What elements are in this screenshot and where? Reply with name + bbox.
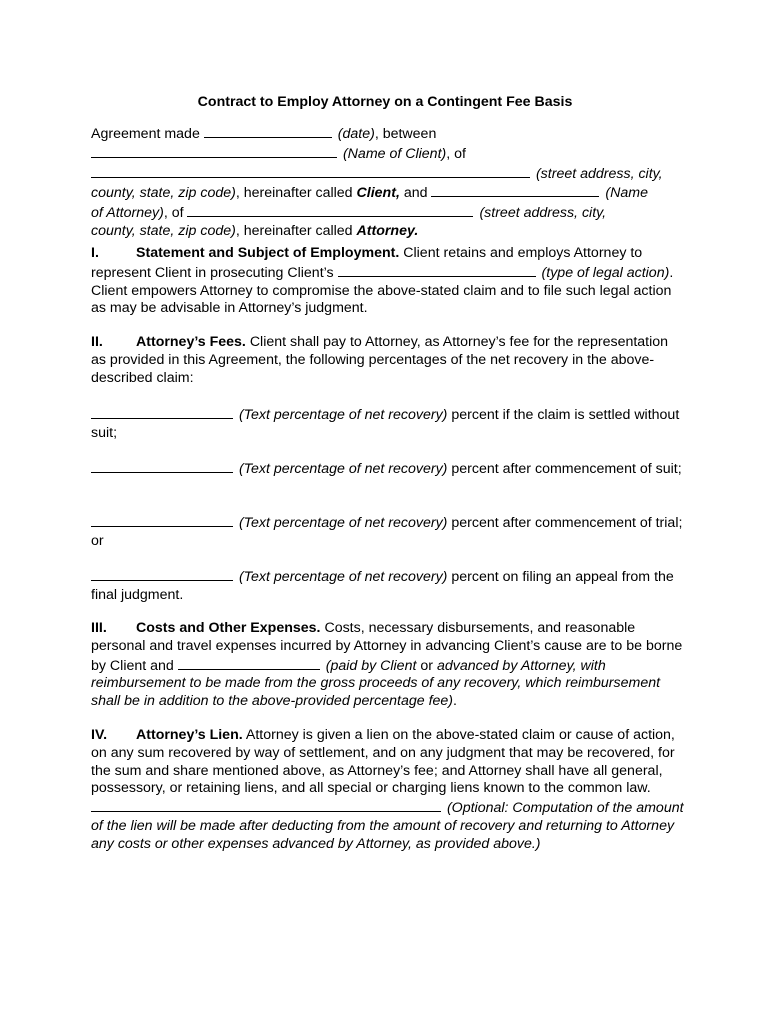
client-name-label: (Name of Client) [342,145,447,162]
client-name-blank[interactable] [91,144,337,158]
client-address-blank[interactable] [91,164,530,178]
date-label: (date) [337,126,375,142]
section-3-number: III. [91,620,107,636]
lien-optional-note: (Optional: Computation of the amount of the lien will be made after deducting from the amount of recovery and returning to Attorney any costs or other expenses advanced by Attorney, as provided above.) [91,800,684,852]
section-3-end: . [453,693,457,710]
expenses-payer-blank[interactable] [178,656,320,670]
section-2 [91,334,685,387]
fee-item-3-text: percent after commencement of trial; or [91,515,683,549]
lien-computation-blank[interactable] [91,798,441,812]
section-2-heading: Attorney’s Fees. [136,334,246,350]
fee-percentage-label-1: (Text percentage of net recovery) [238,407,448,423]
fee-percentage-label-3: (Text percentage of net recovery) [238,515,448,531]
legal-action-type-blank[interactable] [338,263,536,277]
fee-percentage-label-4: (Text percentage of net recovery) [238,569,448,585]
fee-item-2-text: percent after commencement of suit; [451,461,682,477]
section-4-text: Attorney is given a lien on the above-stated claim or cause of action, on any sum recovered by way of settlement, and on any judgment that may be recovered, for the sum and share mentioned above, as Attorney’s fee; and Attorney shall have all general, possessory, or retaining liens, and all special or charging liens known to the common law. [91,727,675,797]
attorney-address-blank[interactable] [187,203,473,217]
advanced-by-attorney-label: advanced by Attorney, with reimbursement to be made from the gross proceeds of any recovery, which reimbursement shall be in addition to the above-provided percentage fee) [91,657,661,710]
intro-of-2: , of [163,205,184,222]
fee-percentage-blank-4[interactable] [91,567,233,581]
section-2-text: Client shall pay to Attorney, as Attorney’s fee for the representation as provided in this Agreement, the following percentages of the net recovery in the above-described claim: [91,334,669,386]
paid-by-client-label: (paid by Client [325,657,417,674]
fee-item-3 [91,513,685,551]
client-county-label: county, state, zip code) [91,185,236,202]
fee-item-1 [91,405,685,443]
fee-percentage-blank-1[interactable] [91,405,233,419]
attorney-name-label-open: (Name [605,185,648,202]
client-defined-term: Client, [356,185,400,202]
section-2-number: II. [91,334,103,350]
intro-hereinafter-attorney: , hereinafter called [235,222,353,239]
attorney-address-label: (street address, city, [479,205,607,222]
legal-action-type-label: (type of legal action) [541,264,670,281]
section-3-text-1: Costs, necessary disbursements, and reasonable personal and travel expenses incurred by Attorney in advancing Client’s cause are to be borne by Client and [91,620,683,674]
section-1 [91,245,685,318]
fee-percentage-blank-3[interactable] [91,513,233,527]
section-1-heading: Statement and Subject of Employment. [136,245,400,261]
fee-percentage-blank-2[interactable] [91,459,233,473]
intro-of: , of [446,145,466,162]
section-4-heading: Attorney’s Lien. [136,727,243,743]
fee-item-4-text: percent on filing an appeal from the final judgment. [91,569,674,603]
section-4-number: IV. [91,727,108,743]
attorney-defined-term: Attorney. [356,222,419,239]
document-title: Contract to Employ Attorney on a Contingent Fee Basis [197,94,573,110]
intro-agreement-made: Agreement made [91,126,200,142]
date-blank[interactable] [204,124,332,138]
section-3-heading: Costs and Other Expenses. [136,620,321,636]
fee-item-4 [91,567,685,605]
intro-between: , between [374,126,437,142]
section-1-text-2: . Client empowers Attorney to compromise the above-stated claim and to file such legal action as may be advisable in Attorney’s judgment. [91,264,674,317]
attorney-name-label-close: of Attorney) [91,205,164,222]
client-address-label: (street address, city, [535,165,663,182]
section-1-number: I. [91,245,99,261]
fee-item-2 [91,459,685,479]
section-1-text-1: Client retains and employs Attorney to represent Client in prosecuting Client’s [91,245,643,281]
intro-and: and [403,185,428,202]
section-3-or: or [420,657,433,674]
fee-item-1-text: percent if the claim is settled without suit; [91,407,680,441]
attorney-name-blank[interactable] [431,183,599,197]
intro-paragraph [91,124,685,241]
section-4 [91,727,685,854]
section-3 [91,620,685,711]
fee-percentage-label-2: (Text percentage of net recovery) [238,461,448,477]
attorney-county-label: county, state, zip code) [91,222,236,239]
intro-hereinafter-client: , hereinafter called [235,185,353,202]
